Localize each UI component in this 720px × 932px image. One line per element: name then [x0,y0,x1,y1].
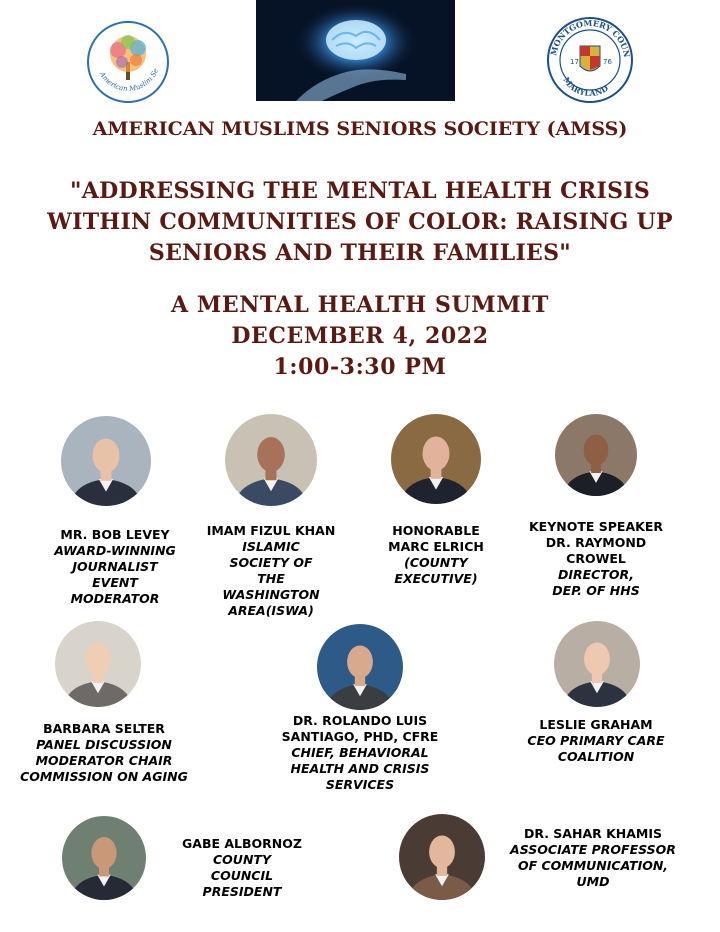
speaker-role: CEO PRIMARY CARE COALITION [527,733,665,764]
speaker-role: CHIEF, BEHAVIORAL HEALTH AND CRISIS SERVICES [290,745,430,792]
speaker-caption [168,836,316,900]
seal-bottom-text: MARYLAND [561,75,610,99]
speaker-caption [508,717,684,765]
speaker-name: MR. BOB LEVEY [60,527,170,542]
speaker-name: HONORABLE MARC ELRICH [388,523,484,554]
montgomery-county-seal [546,16,634,104]
speaker-name: BARBARA SELTER [43,721,165,736]
speaker-name: LESLIE GRAHAM [539,717,653,732]
brain-image [256,0,455,101]
seal-top-text: MONTGOMERY COUN [548,17,633,59]
speaker-caption [528,519,664,599]
event-time: 1:00-3:30 PM [273,354,447,380]
amss-logo [86,20,170,104]
speaker-name: DR. SAHAR KHAMIS [523,826,663,841]
speaker-caption [14,721,194,785]
speaker-photo [554,621,640,707]
speaker-role: ASSOCIATE PROFESSOR OF COMMUNICATION, UMD [510,842,676,889]
speaker-role: (COUNTY EXECUTIVE) [394,555,478,586]
speaker-photo [62,816,146,900]
speaker-caption [498,826,688,890]
organization-heading: AMERICAN MUSLIMS SENIORS SOCIETY (AMSS) [92,118,628,140]
speaker-photo [317,624,403,710]
amss-logo-text: American Muslim Se [97,67,161,94]
event-type: A MENTAL HEALTH SUMMIT [170,292,550,318]
speaker-caption [30,527,200,607]
speaker-name: KEYNOTE SPEAKER DR. RAYMOND CROWEL [528,519,663,566]
speaker-photo [391,414,481,504]
speaker-caption [196,523,346,619]
speaker-name: GABE ALBORNOZ [182,836,302,851]
summit-title: "ADDRESSING THE MENTAL HEALTH CRISIS WITHIN COMMUNITIES OF COLOR: RAISING UP SENIORS AND THEIR FAMILIES" [47,178,673,266]
speaker-name: DR. ROLANDO LUIS SANTIAGO, PHD, CFRE [281,713,439,744]
speaker-name: IMAM FIZUL KHAN [206,523,336,538]
seal-year-right: 76 [603,58,612,66]
speaker-role: ISLAMIC SOCIETY OF THE WASHINGTON AREA(ISWA) [222,539,320,618]
speaker-caption [274,713,446,793]
speaker-caption [380,523,492,587]
speaker-photo [399,814,485,900]
speaker-photo [61,416,151,506]
speaker-role: COUNTY COUNCIL PRESIDENT [202,852,282,899]
event-date: DECEMBER 4, 2022 [231,323,489,349]
speaker-role: DIRECTOR, DEP. OF HHS [552,567,640,598]
speaker-role: AWARD-WINNING JOURNALIST EVENT MODERATOR [54,543,176,606]
speaker-photo [225,414,317,506]
speaker-photo [55,621,141,707]
speaker-photo [555,414,637,496]
speaker-role: PANEL DISCUSSION MODERATOR CHAIR COMMISSION ON AGING [20,737,188,784]
seal-year-left: 17 [570,58,579,66]
summit-info [0,290,720,383]
